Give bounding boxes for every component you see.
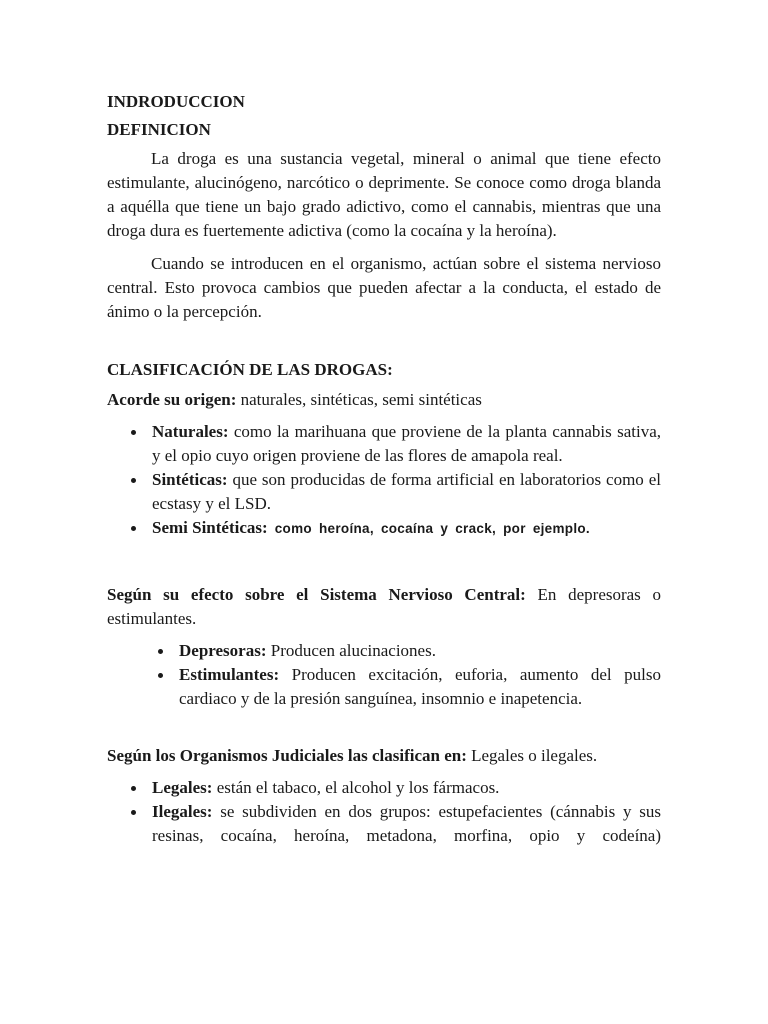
item-text: se subdividen en dos grupos: estupefacientes (cánnabis y sus resinas, cocaína, heroína, metadona, morfina, opio y codeína) xyxy=(152,802,661,845)
legal-line xyxy=(107,744,661,768)
item-label: Semi Sintéticas: xyxy=(152,518,268,537)
classification-heading: CLASIFICACIÓN DE LAS DROGAS: xyxy=(107,360,393,379)
document-title: INDRODUCCION xyxy=(107,92,245,111)
definition-paragraph: La droga es una sustancia vegetal, mineral o animal que tiene efecto estimulante, alucinógeno, narcótico o deprimente. Se conoce como droga blanda a aquélla que tiene un bajo grado adictivo, como el cannabis, mientras que una droga dura es fuertemente adictiva (como la cocaína y la heroína). xyxy=(107,149,661,240)
origin-text: naturales, sintéticas, semi sintéticas xyxy=(236,390,482,409)
effect-list xyxy=(107,639,661,711)
legal-list xyxy=(107,776,661,848)
list-item xyxy=(107,776,661,800)
bullet-icon xyxy=(131,526,136,531)
list-item xyxy=(107,663,661,711)
bullet-icon xyxy=(131,478,136,483)
list-item xyxy=(107,516,661,541)
legal-label: Según los Organismos Judiciales las clasifican en: xyxy=(107,746,467,765)
list-item xyxy=(107,468,661,516)
effect-line xyxy=(107,583,661,631)
item-label: Estimulantes: xyxy=(179,665,280,684)
bullet-icon xyxy=(158,649,163,654)
list-item xyxy=(107,800,661,848)
effect-label: Según su efecto sobre el Sistema Nervioso Central: xyxy=(107,585,526,604)
bullet-icon xyxy=(131,786,136,791)
definition-heading: DEFINICION xyxy=(107,120,211,139)
legal-text: Legales o ilegales. xyxy=(466,746,598,765)
bullet-icon xyxy=(131,810,136,815)
item-label: Naturales: xyxy=(152,422,229,441)
origin-label: Acorde su origen: xyxy=(107,390,237,409)
item-label: Depresoras: xyxy=(179,641,267,660)
bullet-icon xyxy=(158,673,163,678)
item-label: Ilegales: xyxy=(152,802,213,821)
item-text: Producen excitación, euforia, aumento del pulso cardiaco y de la presión sanguínea, insomnio e inapetencia. xyxy=(179,665,661,708)
document-page xyxy=(107,90,661,848)
item-label: Legales: xyxy=(152,778,213,797)
bullet-icon xyxy=(131,430,136,435)
item-text: están el tabaco, el alcohol y los fármacos. xyxy=(212,778,500,797)
origin-line xyxy=(107,388,661,412)
item-label: Sintéticas: xyxy=(152,470,228,489)
effect-text: En depresoras o estimulantes. xyxy=(107,585,662,628)
list-item xyxy=(107,420,661,468)
item-text: Producen alucinaciones. xyxy=(266,641,436,660)
item-text: como heroína, cocaína y crack, por ejemplo. xyxy=(267,521,590,536)
effects-paragraph: Cuando se introducen en el organismo, actúan sobre el sistema nervioso central. Esto provoca cambios que pueden afectar a la conducta, el estado de ánimo o la percepción. xyxy=(107,254,661,321)
origin-list xyxy=(107,420,661,541)
list-item xyxy=(107,639,661,663)
item-text: que son producidas de forma artificial en laboratorios como el ecstasy y el LSD. xyxy=(152,470,661,513)
item-text: como la marihuana que proviene de la planta cannabis sativa, y el opio cuyo origen proviene de las flores de amapola real. xyxy=(152,422,661,465)
